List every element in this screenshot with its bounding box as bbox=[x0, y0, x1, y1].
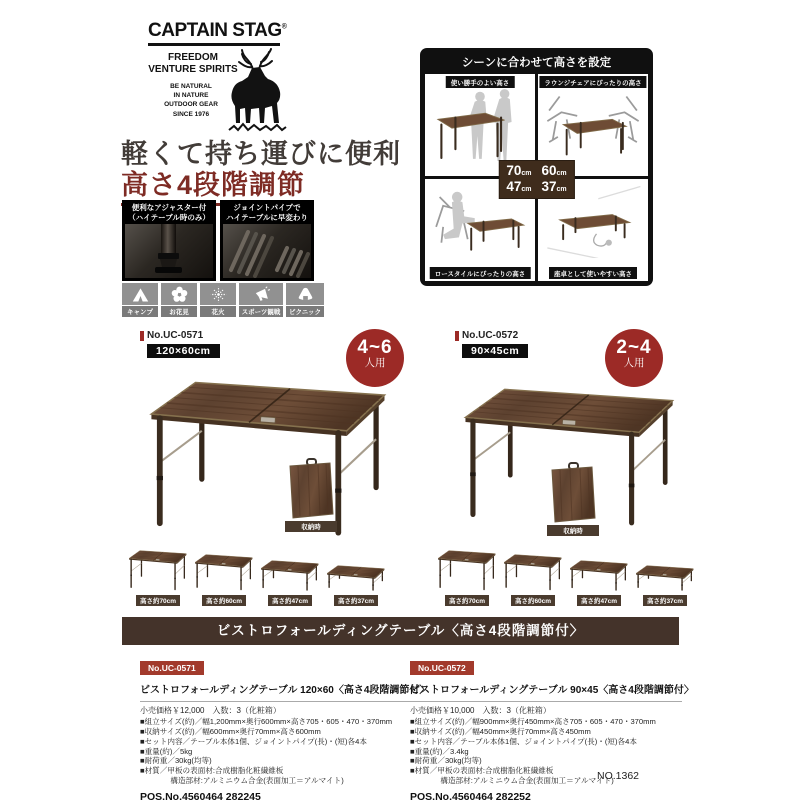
variant-60cm: 高さ約60cm bbox=[502, 552, 564, 606]
feature-caption: 便利なアジャスター付 bbox=[131, 203, 207, 212]
scene-icon-hanami: お花見 bbox=[161, 283, 197, 317]
product1-main-photo bbox=[143, 372, 395, 551]
scene-lounge-chairs: ラウンジチェアにぴったりの高さ bbox=[538, 74, 648, 176]
product1-height-variants bbox=[127, 548, 387, 606]
spec-line: ■重量(約)／3.4kg bbox=[410, 746, 469, 756]
brand-tagline: FREEDOM VENTURE SPIRITS bbox=[148, 51, 238, 75]
fireworks-icon bbox=[210, 286, 227, 303]
scene-icon-camp: キャンプ bbox=[122, 283, 158, 317]
product2-pos-number: POS.No.4560464 282252 bbox=[410, 791, 531, 800]
folded-table-icon bbox=[285, 458, 337, 520]
cherry-blossom-icon bbox=[171, 286, 188, 303]
headline-main: 軽くて持ち運びに便利 bbox=[121, 139, 401, 169]
spec-line: ■耐荷重／30kg(均等) bbox=[140, 756, 212, 766]
product2-specs bbox=[410, 658, 694, 800]
joint-pipes-photo bbox=[223, 224, 311, 278]
megaphone-icon bbox=[253, 286, 270, 303]
product1-price: 小売価格￥12,000 入数：3（化粧箱） bbox=[140, 706, 281, 715]
spec-line: ■セット内容／テーブル本体1個、ジョイントパイプ(長)・(短)各4本 bbox=[410, 736, 637, 746]
brand-underline bbox=[148, 43, 280, 46]
variant-70cm: 高さ約70cm bbox=[436, 548, 498, 606]
page-number: NO.1362 bbox=[597, 770, 640, 782]
product2-spec-badge: No.UC-0572 bbox=[410, 661, 474, 675]
tent-icon bbox=[132, 286, 149, 303]
headline-accent: 高さ4段階調節 bbox=[121, 163, 305, 206]
product1-spec-title: ビストロフォールディングテーブル 120×60〈高さ4段階調節付〉 bbox=[140, 685, 430, 696]
stag-icon bbox=[226, 48, 288, 134]
brand-name: CAPTAIN STAG® bbox=[148, 20, 287, 41]
divider bbox=[410, 701, 682, 702]
height-panel-title: シーンに合わせて高さを設定 bbox=[461, 57, 612, 69]
spec-line: ■材質／甲板の表面材:合成樹脂化粧繊維板 bbox=[410, 766, 554, 776]
feature-caption: ジョイントパイプで bbox=[233, 203, 301, 212]
brand-logo bbox=[148, 20, 348, 119]
scene-floor-table: 座卓として使いやすい高さ bbox=[538, 179, 648, 281]
product1-model: No.UC-0571 bbox=[140, 330, 203, 341]
variant-37cm: 高さ約37cm bbox=[325, 563, 387, 606]
feature-joint-pipes: ジョイントパイプで ハイテーブルに早変わり bbox=[220, 200, 314, 281]
feature-adjuster: 便利なアジャスター付 （ハイテーブル時のみ） bbox=[122, 200, 216, 281]
height-47: 47cm bbox=[506, 178, 532, 194]
variant-37cm: 高さ約37cm bbox=[634, 563, 696, 606]
spec-line: ■組立サイズ(約)／幅1,200mm×奥行600mm×高さ705・605・470・370mm bbox=[140, 717, 393, 726]
product2-capacity-badge: 2~4 人用 bbox=[605, 329, 663, 387]
scene-icon-sports: スポーツ観戦 bbox=[239, 283, 283, 317]
scene-low-style: ロースタイルにぴったりの高さ bbox=[425, 179, 535, 281]
variant-70cm: 高さ約70cm bbox=[127, 548, 189, 606]
folded-table-icon bbox=[547, 462, 599, 524]
height-37: 37cm bbox=[541, 178, 567, 194]
registered-mark: ® bbox=[281, 23, 287, 31]
spec-line: ■収納サイズ(約)／幅450mm×奥行70mm×高さ450mm bbox=[410, 726, 591, 736]
product1-spec-badge: No.UC-0571 bbox=[140, 661, 204, 675]
spec-line: 構造部材:アルミニウム合金(表面加工＝アルマイト) bbox=[410, 776, 614, 786]
scene-standing: 使い勝手のよい高さ bbox=[425, 74, 535, 176]
variant-47cm: 高さ約47cm bbox=[568, 558, 630, 606]
adjuster-photo bbox=[125, 224, 213, 278]
product1-size-badge: 120×60cm bbox=[147, 344, 220, 358]
product2-price: 小売価格￥10,000 入数：3（化粧箱） bbox=[410, 706, 551, 715]
height-70: 70cm bbox=[506, 163, 532, 178]
product1-specs bbox=[140, 658, 430, 800]
red-tick bbox=[455, 331, 459, 341]
variant-60cm: 高さ約60cm bbox=[193, 552, 255, 606]
height-values-box bbox=[498, 160, 574, 199]
spec-line: ■セット内容／テーブル本体1個、ジョイントパイプ(長)・(短)各4本 bbox=[140, 736, 367, 746]
height-60: 60cm bbox=[541, 163, 567, 178]
usage-scene-icons bbox=[122, 283, 324, 317]
red-tick bbox=[140, 331, 144, 341]
spec-line: ■材質／甲板の表面材:合成樹脂化粧繊維板 bbox=[140, 766, 284, 776]
spec-line: ■耐荷重／30kg(均等) bbox=[410, 756, 482, 766]
adjuster-leg-icon bbox=[125, 224, 213, 278]
brand-motto: BE NATURAL IN NATURE OUTDOOR GEAR SINCE 1976 bbox=[164, 82, 218, 118]
product2-folded-photo: 収納時 bbox=[547, 462, 599, 536]
series-banner: ビストロフォールディングテーブル〈高さ4段階調節付〉 bbox=[122, 617, 679, 645]
product2-height-variants bbox=[436, 548, 696, 606]
spec-line: ■重量(約)／5kg bbox=[140, 746, 193, 756]
variant-47cm: 高さ約47cm bbox=[259, 558, 321, 606]
product2-model: No.UC-0572 bbox=[455, 330, 518, 341]
product1-capacity-badge: 4~6 人用 bbox=[346, 329, 404, 387]
scene-icon-hanabi: 花火 bbox=[200, 283, 236, 317]
pipes-icon bbox=[223, 224, 311, 278]
rice-ball-icon bbox=[297, 286, 314, 303]
height-setting-panel bbox=[420, 48, 653, 286]
spec-line: ■収納サイズ(約)／幅600mm×奥行70mm×高さ600mm bbox=[140, 726, 321, 736]
spec-line: ■組立サイズ(約)／幅900mm×奥行450mm×高さ705・605・470・370mm bbox=[410, 717, 656, 726]
product2-size-badge: 90×45cm bbox=[462, 344, 528, 358]
product2-spec-title: ビストロフォールディングテーブル 90×45〈高さ4段階調節付〉 bbox=[410, 685, 694, 696]
divider bbox=[140, 701, 412, 702]
product1-folded-photo: 収納時 bbox=[285, 458, 337, 532]
product1-pos-number: POS.No.4560464 282245 bbox=[140, 791, 261, 800]
scene-icon-picnic: ピクニック bbox=[286, 283, 324, 317]
spec-line: 構造部材:アルミニウム合金(表面加工＝アルマイト) bbox=[140, 776, 344, 786]
